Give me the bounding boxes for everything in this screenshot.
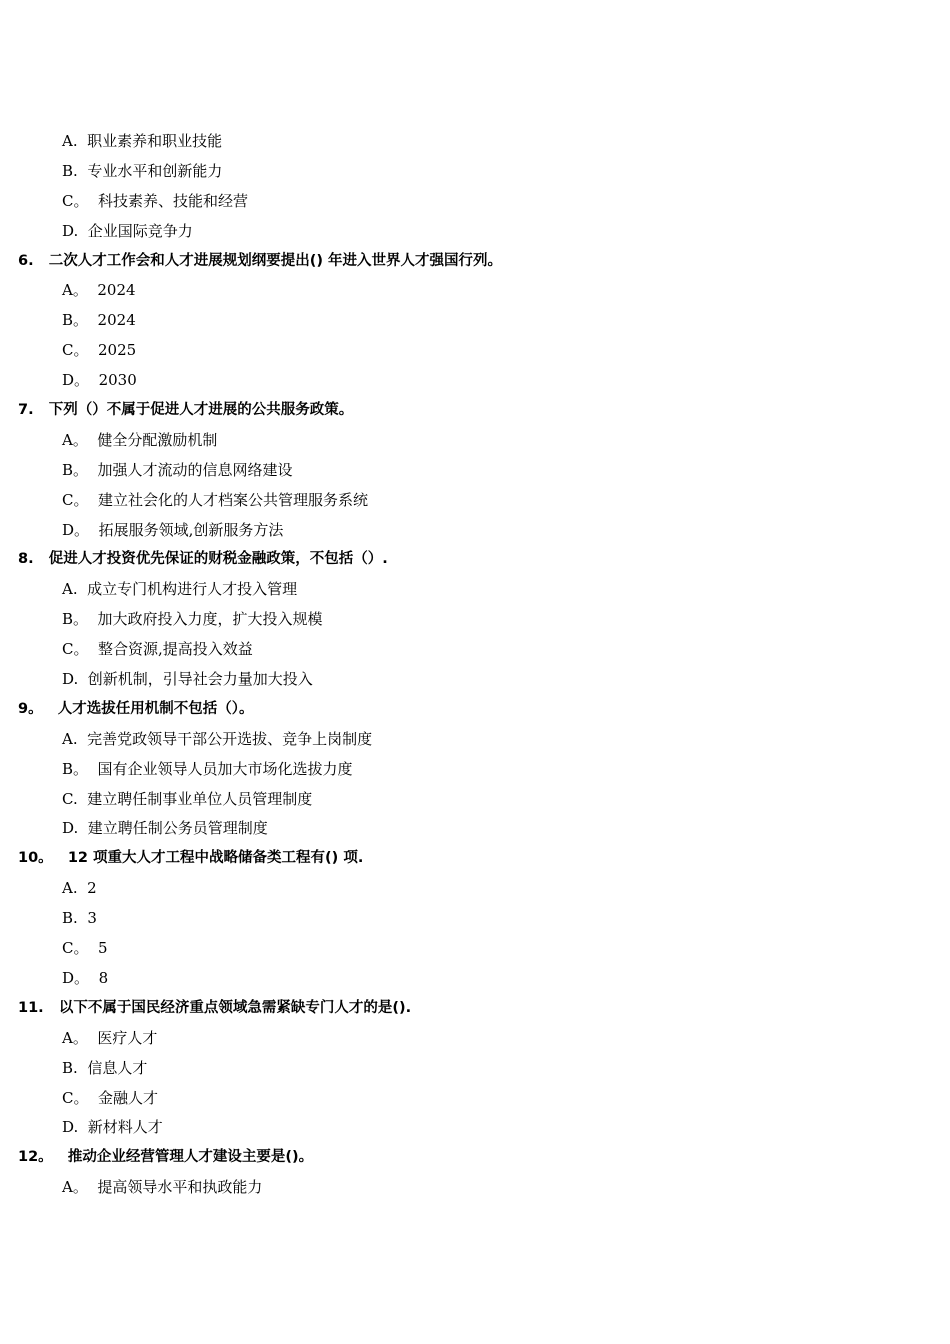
- question-line: 6. 二次人才工作会和人才进展规划纲要提出() 年进入世界人才强国行列。: [18, 252, 503, 269]
- question-line: 10。 12 项重大人才工程中战略储备类工程有() 项.: [18, 850, 364, 867]
- question-line: 9。 人才选拔任用机制不包括（）。: [18, 700, 254, 717]
- option-line: B。 2024: [62, 311, 136, 330]
- option-line: A. 成立专门机构进行人才投入管理: [62, 580, 298, 599]
- option-line: C. 建立聘任制事业单位人员管理制度: [62, 789, 313, 808]
- option-line: C。 金融人才: [62, 1088, 159, 1107]
- option-line: B。 加大政府投入力度，扩大投入规模: [62, 610, 323, 629]
- option-line: A. 完善党政领导干部公开选拔、竞争上岗制度: [62, 729, 373, 748]
- question-line: 8. 促进人才投资优先保证的财税金融政策，不包括（）.: [18, 551, 388, 568]
- option-line: B. 专业水平和创新能力: [62, 161, 223, 180]
- question-line: 7. 下列（）不属于促进人才进展的公共服务政策。: [18, 402, 354, 419]
- option-line: B。 国有企业领导人员加大市场化选拔力度: [62, 759, 353, 778]
- option-line: B。 加强人才流动的信息网络建设: [62, 460, 293, 479]
- option-line: D. 新材料人才: [62, 1118, 163, 1137]
- option-line: A。 提高领导水平和执政能力: [62, 1178, 263, 1197]
- option-line: C。 建立社会化的人才档案公共管理服务系统: [62, 490, 369, 509]
- question-line: 12。 推动企业经营管理人才建设主要是()。: [18, 1149, 314, 1166]
- option-line: D。 8: [62, 968, 109, 987]
- option-line: A。 2024: [62, 281, 136, 300]
- option-line: D. 建立聘任制公务员管理制度: [62, 819, 268, 838]
- option-line: A。 健全分配激励机制: [62, 430, 218, 449]
- option-line: B. 信息人才: [62, 1058, 148, 1077]
- option-line: A。 医疗人才: [62, 1028, 158, 1047]
- option-line: B. 3: [62, 909, 97, 928]
- option-line: C。 整合资源,提高投入效益: [62, 640, 253, 659]
- option-line: A. 职业素养和职业技能: [62, 132, 223, 150]
- option-line: C。 5: [62, 939, 108, 958]
- option-line: C。 2025: [62, 341, 137, 360]
- document-page: [0, 127, 950, 1203]
- question-line: 11. 以下不属于国民经济重点领域急需紧缺专门人才的是().: [18, 999, 412, 1016]
- option-line: A. 2: [62, 879, 97, 898]
- option-line: C。 科技素养、技能和经营: [62, 191, 249, 210]
- option-line: D。 拓展服务领域,创新服务方法: [62, 520, 284, 539]
- option-line: D。 2030: [62, 371, 137, 390]
- option-line: D. 创新机制，引导社会力量加大投入: [62, 670, 313, 689]
- option-line: D. 企业国际竞争力: [62, 221, 193, 240]
